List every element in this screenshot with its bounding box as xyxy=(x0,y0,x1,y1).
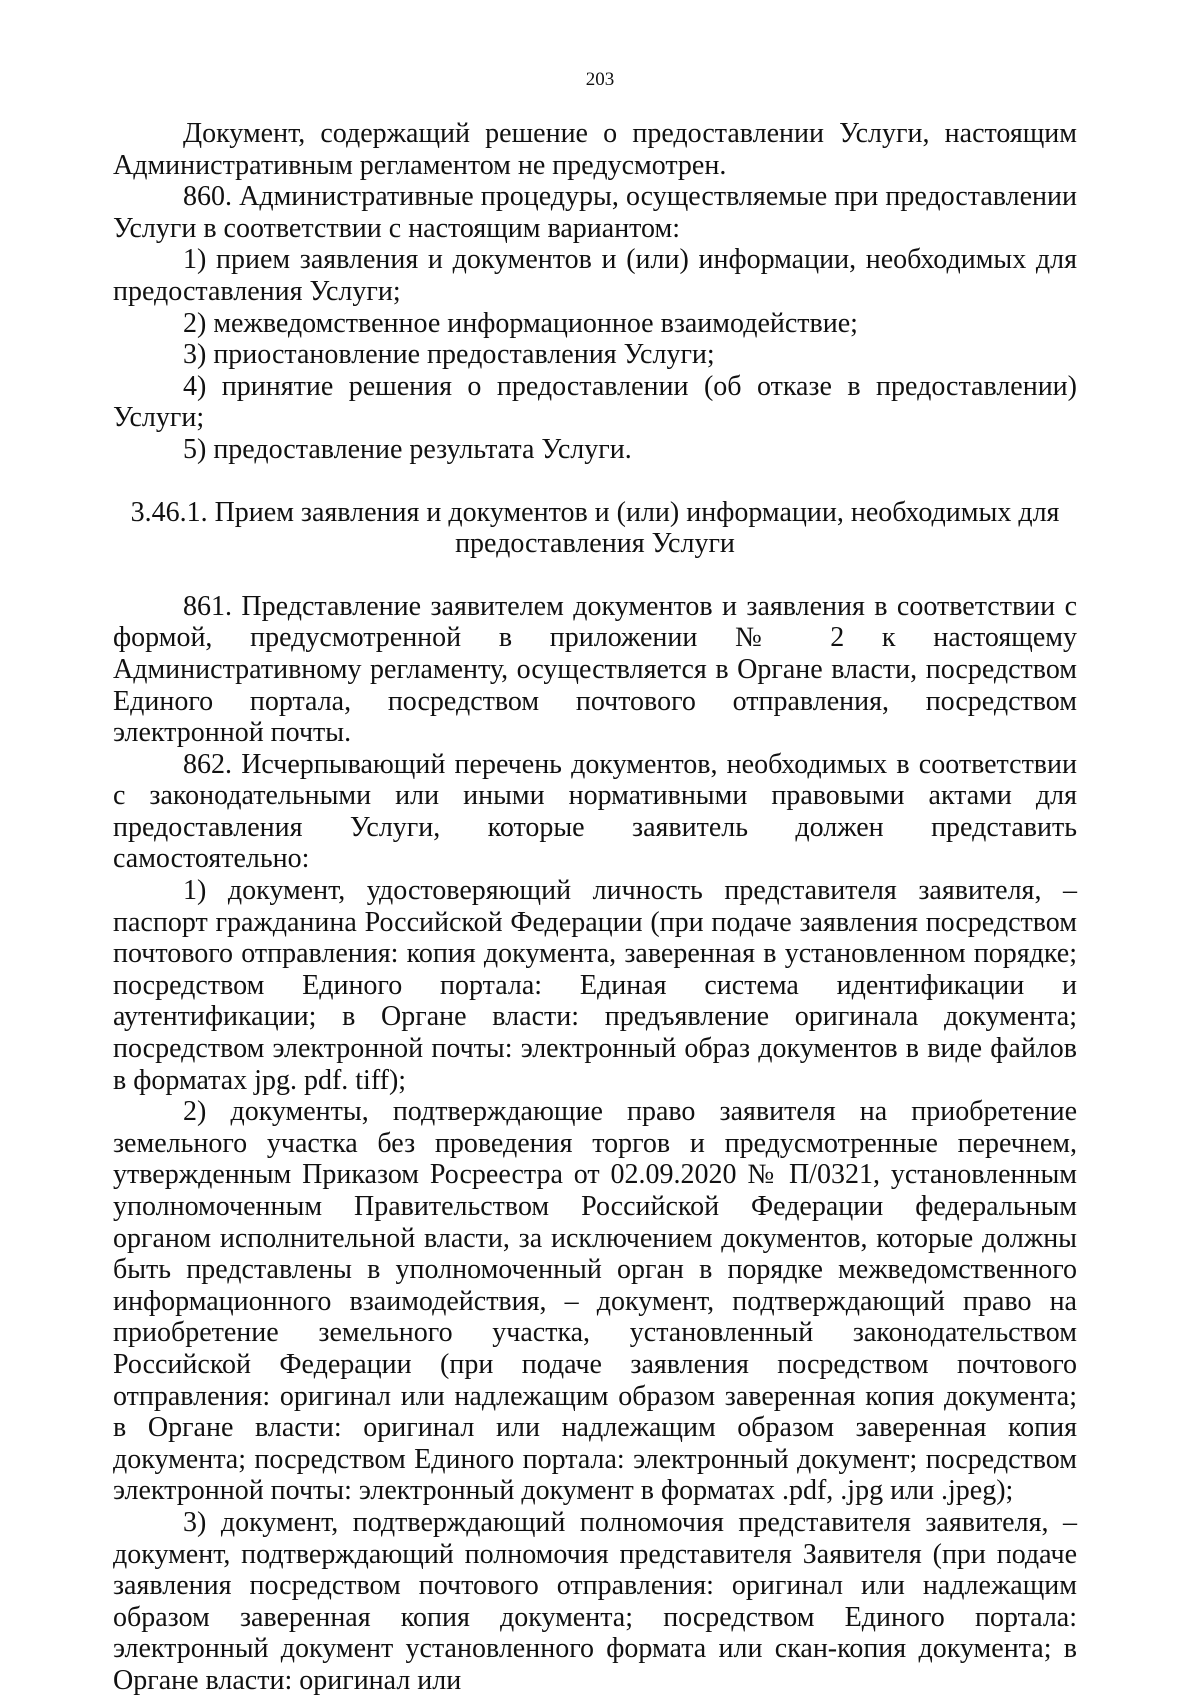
list-item-procedure-3: 3) приостановление предоставления Услуги; xyxy=(183,339,715,371)
paragraph-860: 860. Административные процедуры, осуществляемые при предоставлении Услуги в соответствии с настоящим вариантом: xyxy=(113,181,1077,244)
document-body xyxy=(113,118,1077,1697)
section-heading xyxy=(113,497,1077,560)
page-number: 203 xyxy=(585,69,615,90)
paragraph-862: 862. Исчерпывающий перечень документов, необходимых в соответствии с законодательными или иными нормативными правовыми актами для предоставления Услуги, которые заявитель должен представить самостоятельно: xyxy=(113,748,1077,875)
list-item-document-3: 3) документ, подтверждающий полномочия представителя заявителя, – документ, подтверждающий полномочия представителя Заявителя (при подаче заявления посредством почтового отправления: оригинал или надлежащим образом заверенная копия документа; посредством Единого портала: электронный документ установленного формата или скан-копия документа; в Органе власти: оригинал или xyxy=(113,1506,1077,1696)
spacer xyxy=(113,466,1077,497)
list-item-procedure-1: 1) прием заявления и документов и (или) информации, необходимых для предоставления Услуги; xyxy=(113,244,1077,307)
list-item-procedure-4: 4) принятие решения о предоставлении (об отказе в предоставлении) Услуги; xyxy=(113,370,1077,434)
list-item-procedure-2: 2) межведомственное информационное взаимодействие; xyxy=(183,307,858,339)
list-item-document-2: 2) документы, подтверждающие право заявителя на приобретение земельного участка без проведения торгов и предусмотренные перечнем, утвержденным Приказом Росреестра от 02.09.2020 № П/0321, установленным уполномоченным Правительством Российской Федерации федеральным органом исполнительной власти, за исключением документов, которые должны быть представлены в уполномоченный орган в порядке межведомственного информационного взаимодействия, – документ, подтверждающий право на приобретение земельного участка, установленный законодательством Российской Федерации (при подаче заявления посредством почтового отправления: оригинал или надлежащим образом заверенная копия документа; в Органе власти: оригинал или надлежащим образом заверенная копия документа; посредством Единого портала: электронный документ; посредством электронной почты: электронный документ в форматах .pdf, .jpg или .jpeg); xyxy=(113,1096,1077,1507)
paragraph-861: 861. Представление заявителем документов и заявления в соответствии с формой, предусмотренной в приложении № 2 к настоящему Административному регламенту, осуществляется в Органе власти, посредством Единого портала, посредством почтового отправления, посредством электронной почты. xyxy=(113,590,1077,749)
paragraph-result-document: Документ, содержащий решение о предоставлении Услуги, настоящим Административным регламентом не предусмотрен. xyxy=(113,118,1077,181)
list-item-procedure-5: 5) предоставление результата Услуги. xyxy=(183,433,632,465)
list-item-document-1: 1) документ, удостоверяющий личность представителя заявителя, – паспорт гражданина Российской Федерации (при подаче заявления посредством почтового отправления: копия документа, заверенная в установленном порядке; посредством Единого портала: Единая система идентификации и аутентификации; в Органе власти: предъявление оригинала документа; посредством электронной почты: электронный образ документов в виде файлов в форматах jpg. pdf. tiff); xyxy=(113,875,1077,1096)
section-heading-line-1: 3.46.1. Прием заявления и документов и (или) информации, необходимых для xyxy=(130,496,1060,528)
section-heading-line-2: предоставления Услуги xyxy=(455,528,735,560)
spacer xyxy=(113,560,1077,591)
